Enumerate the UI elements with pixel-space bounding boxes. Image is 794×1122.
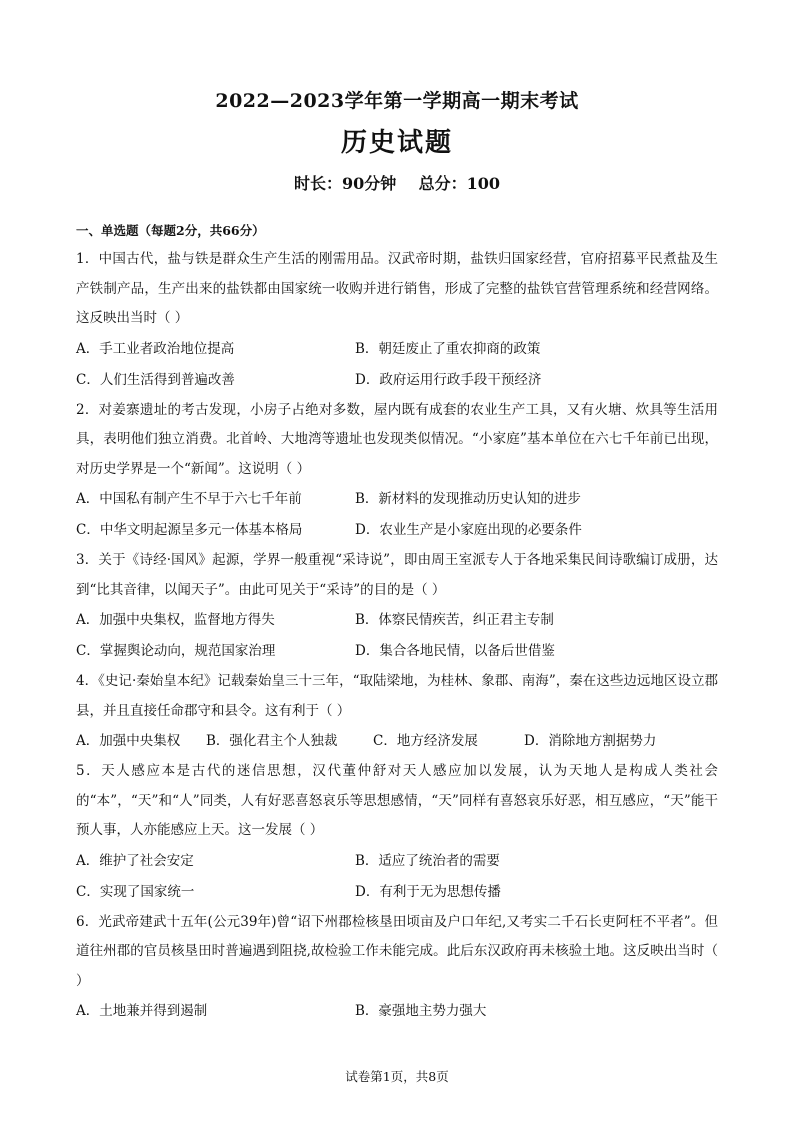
question-stem: 3．关于《诗经·国风》起源，学界一般重视“采诗说”，即由周王室派专人于各地采集民间诗歌编订成册，达到“比其音律，以闻天子”。由此可见关于“采诗”的目的是（ ） (76, 552, 718, 598)
question-stem: 1．中国古代，盐与铁是群众生产生活的刚需用品。汉武帝时期，盐铁归国家经营，官府招募平民煮盐及生产铁制产品，生产出来的盐铁都由国家统一收购并进行销售，形成了完整的盐铁官营管理系统和经营网络。这反映出当时（ ） (76, 251, 718, 326)
question-3 (76, 546, 718, 667)
option-a: A．手工业者政治地位提高 (76, 340, 235, 357)
option-d: D．有利于无为思想传播 (355, 883, 501, 900)
exam-content (76, 221, 718, 1027)
subject-title: 历史试题 (340, 128, 453, 158)
question-5 (76, 757, 718, 908)
option-d: D．农业生产是小家庭出现的必要条件 (355, 522, 582, 538)
option-b: B．适应了统治者的需要 (355, 852, 500, 869)
options-row (76, 484, 718, 515)
options-row (76, 846, 718, 877)
options-row (76, 877, 718, 908)
question-6 (76, 908, 718, 1028)
options-row (76, 365, 718, 396)
question-stem: 4．《史记·秦始皇本纪》记载秦始皇三十三年，“取陆梁地，为桂林、象郡、南海”，秦在这些边远地区设立郡县，并且直接任命郡守和县令。这有利于（ ） (76, 673, 718, 719)
option-c: C．地方经济发展 (373, 733, 478, 749)
option-c: C．实现了国家统一 (76, 883, 195, 900)
question-stem: 6．光武帝建武十五年(公元39年)曾“诏下州郡检核垦田顷亩及户口年纪,又考实二千石长吏阿枉不平者”。但道往州郡的官员核垦田时普遍遇到阻挠,故检验工作未能完成。此后东汉政府再未核验土地。这反映出当时（ ） (76, 913, 718, 989)
option-b: B．豪强地主势力强大 (355, 1003, 487, 1019)
options-row (76, 636, 718, 667)
option-b: B．朝廷废止了重农抑商的政策 (355, 340, 541, 357)
page-footer: 试卷第1页，共8页 (345, 1069, 449, 1084)
option-a: A．维护了社会安定 (76, 852, 194, 869)
exam-meta: 时长：90分钟 总分：100 (294, 174, 500, 193)
question-2 (76, 396, 718, 547)
option-c: C．人们生活得到普遍改善 (76, 371, 235, 388)
options-row (76, 515, 718, 546)
option-a: A．土地兼并得到遏制 (76, 1003, 208, 1019)
exam-title: 2022—2023学年第一学期高一期末考试 (215, 90, 579, 112)
option-d: D．政府运用行政手段干预经济 (355, 371, 542, 388)
option-c: C．掌握舆论动向，规范国家治理 (76, 643, 276, 659)
question-stem: 5．天人感应本是古代的迷信思想，汉代董仲舒对天人感应加以发展，认为天地人是构成人类社会的“本”，“天”和“人”同类，人有好恶喜怒哀乐等思想感情，“天”同样有喜怒哀乐好恶，相互感应，“天”能干预人事，人亦能感应上天。这一发展（ ） (76, 763, 718, 838)
option-b: B．新材料的发现推动历史认知的进步 (355, 491, 581, 507)
options-row (76, 605, 718, 636)
options-row (76, 996, 718, 1027)
option-d: D．消除地方割据势力 (524, 733, 657, 749)
option-b: B．体察民情疾苦，纠正君主专制 (355, 612, 554, 628)
options-row (76, 334, 718, 365)
question-4 (76, 667, 718, 757)
question-stem: 2．对姜寨遗址的考古发现，小房子占绝对多数，屋内既有成套的农业生产工具，又有火塘、炊具等生活用具，表明他们独立消费。北首岭、大地湾等遗址也发现类似情况。“小家庭”基本单位在六七千年前已出现，对历史学界是一个“新闻”。这说明（ ） (76, 401, 718, 477)
option-d: D．集合各地民情，以备后世借鉴 (355, 643, 555, 659)
option-a: A．中国私有制产生不早于六七千年前 (76, 491, 302, 507)
option-b: B．强化君主个人独裁 (206, 733, 338, 749)
option-a: A．加强中央集权，监督地方得失 (76, 612, 275, 628)
option-a: A．加强中央集权 (76, 733, 181, 749)
option-c: C．中华文明起源呈多元一体基本格局 (76, 522, 303, 538)
section-heading: 一、单选题（每题2分，共66分） (76, 223, 265, 238)
options-row (76, 726, 718, 757)
question-1 (76, 245, 718, 396)
